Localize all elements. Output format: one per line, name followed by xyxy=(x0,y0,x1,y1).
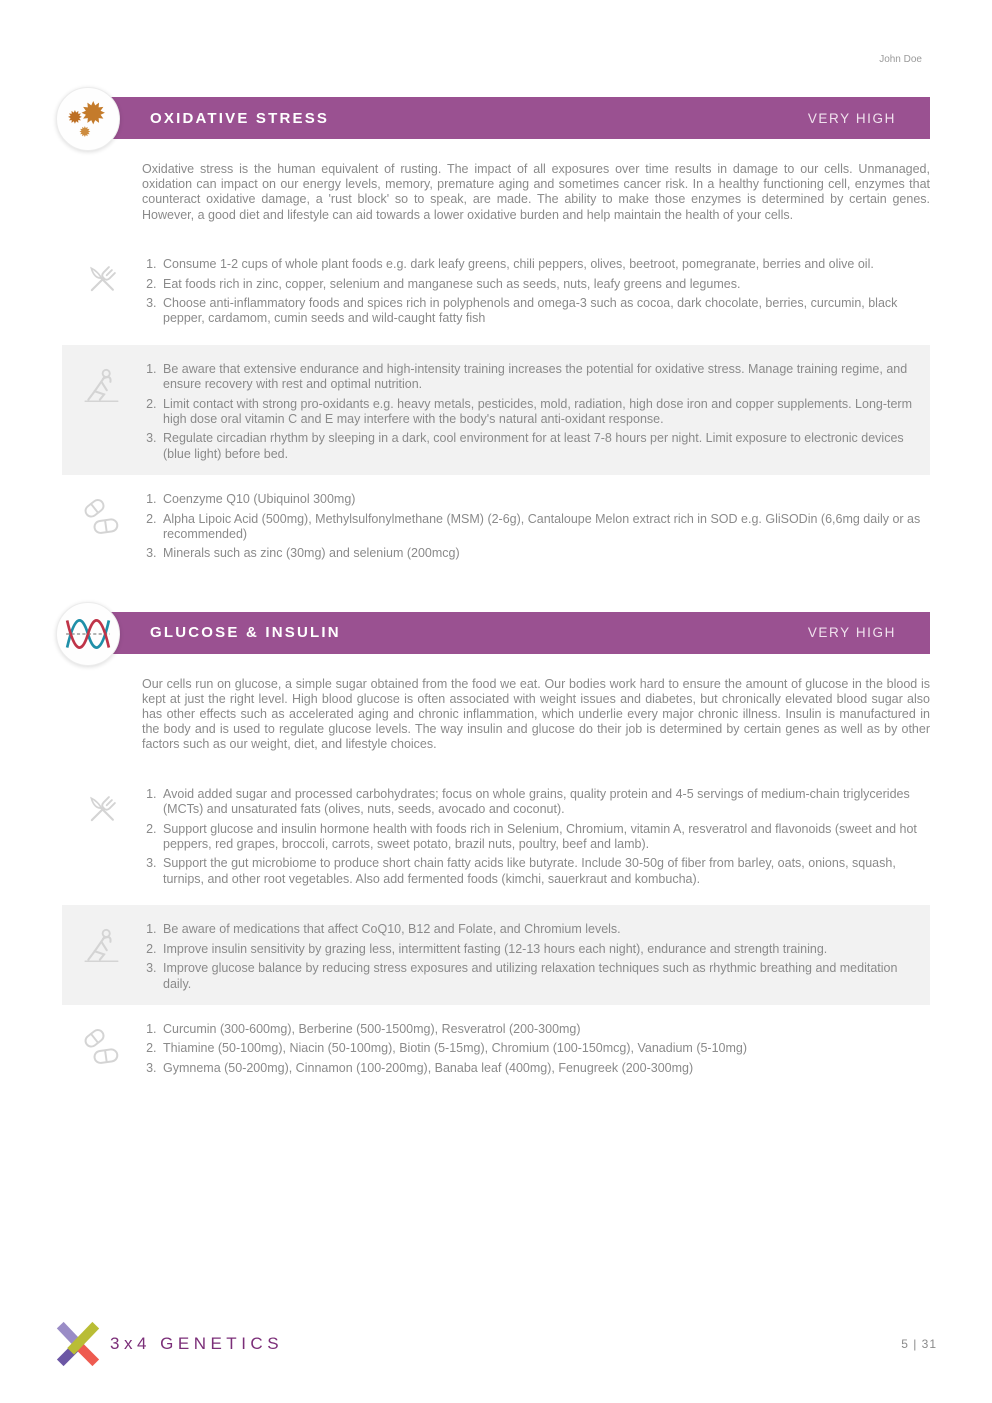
lifestyle-list-item: 1. Be aware of medications that affect CoQ10, B12 and Folate, and Chromium levels. xyxy=(160,922,928,937)
food-list-item: 2. Eat foods rich in zinc, copper, selenium and manganese such as seeds, nuts, leafy greens and legumes. xyxy=(160,277,928,292)
user-name: John Doe xyxy=(879,54,922,65)
section-intro: Our cells run on glucose, a simple sugar obtained from the food we eat. Our bodies work hard to ensure the amount of glucose in the blood is kept at just the right level. High blood glucose is often associated with weight issues and diabetes, but chronically elevated blood sugar also has other effects such as accelerated aging and chronic inflammation, which underlie every major chronic illness. Insulin is manufactured in the body and is used to regulate glucose levels. The way insulin and glucose do their job is determined by certain genes as well as by other factors such as our weight, diet, and lifestyle choices. xyxy=(142,676,930,752)
yoga-person-icon xyxy=(62,922,142,992)
brand-name: 3x4 GENETICS xyxy=(110,1334,284,1353)
oxidative-stress-free-radicals-icon xyxy=(56,87,120,151)
lifestyle-list xyxy=(142,362,928,462)
section-intro: Oxidative stress is the human equivalent of rusting. The impact of all exposures over time results in damage to our cells. Unmanaged, oxidation can impact on our energy levels, memory, premature aging and sometimes cancer risk. In a healthy functioning cell, enzymes that counteract oxidative damage, a 'rust block' so to speak, are made. The ability to make those enzymes is determined by certain genes. However, a good diet and lifestyle can aid towards a lower oxidative burden and help maintain the health of your cells. xyxy=(142,162,930,222)
supplement-list-item: 2. Thiamine (50-100mg), Niacin (50-100mg), Biotin (5-15mg), Chromium (100-150mcg), Vanadium (5-10mg) xyxy=(160,1041,928,1056)
supplement-list xyxy=(142,492,928,562)
supplement-list-item: 3. Minerals such as zinc (30mg) and selenium (200mcg) xyxy=(160,546,928,561)
food-list-item: 2. Support glucose and insulin hormone health with foods rich in Selenium, Chromium, vitamin A, resveratrol and flavonoids (sweet and hot peppers, red grapes, broccoli, carrots, sweet potato, brazil nuts, poultry, beef and lamb). xyxy=(160,822,928,852)
brand-logo xyxy=(55,1321,283,1367)
fork-knife-icon xyxy=(62,257,142,327)
section-title: OXIDATIVE STRESS xyxy=(150,109,330,127)
section-title: GLUCOSE & INSULIN xyxy=(150,624,341,642)
lifestyle-recommendations-box xyxy=(62,905,930,1005)
status-badge: VERY HIGH xyxy=(807,110,896,126)
section-header-glucose-insulin xyxy=(62,612,930,654)
status-badge: VERY HIGH xyxy=(807,625,896,641)
lifestyle-list-item: 3. Improve glucose balance by reducing stress exposures and utilizing relaxation techniques such as rhythmic breathing and meditation daily. xyxy=(160,961,928,991)
food-recommendations xyxy=(62,257,930,327)
page-footer xyxy=(55,1321,937,1367)
glucose-insulin-waves-icon xyxy=(56,602,120,666)
food-list-item: 1. Consume 1-2 cups of whole plant foods e.g. dark leafy greens, chili peppers, olives, beetroot, pomegranate, berries and olive oil. xyxy=(160,257,928,272)
yoga-person-icon xyxy=(62,362,142,462)
page-number: 5 | 31 xyxy=(901,1337,937,1351)
food-list xyxy=(142,257,928,327)
lifestyle-list-item: 1. Be aware that extensive endurance and high-intensity training increases the potential for oxidative stress. Manage training regime, and ensure recovery with rest and optimal nutrition. xyxy=(160,362,928,392)
supplement-list-item: 2. Alpha Lipoic Acid (500mg), Methylsulfonylmethane (MSM) (2-6g), Cantaloupe Melon extract rich in SOD e.g. GliSODin (6,6mg daily or as recommended) xyxy=(160,512,928,542)
section-band xyxy=(100,97,930,139)
lifestyle-list xyxy=(142,922,928,992)
food-list-item: 1. Avoid added sugar and processed carbohydrates; focus on whole grains, quality protein and 4-5 servings of medium-chain triglycerides (MCTs) and unsaturated fats (olives, nuts, seeds, avocado and coconut). xyxy=(160,787,928,817)
supplement-list-item: 1. Curcumin (300-600mg), Berberine (500-1500mg), Resveratrol (200-300mg) xyxy=(160,1022,928,1037)
section-band xyxy=(100,612,930,654)
food-recommendations xyxy=(62,787,930,887)
supplement-list xyxy=(142,1022,928,1077)
lifestyle-recommendations-box xyxy=(62,345,930,475)
section-header-oxidative-stress xyxy=(62,97,930,139)
food-list-item: 3. Choose anti-inflammatory foods and spices rich in polyphenols and omega-3 such as cocoa, dark chocolate, berries, curcumin, black pepper, cardamom, cumin seeds and wild-caught fatty fish xyxy=(160,296,928,326)
fork-knife-icon xyxy=(62,787,142,887)
lifestyle-list-item: 2. Limit contact with strong pro-oxidants e.g. heavy metals, pesticides, mold, radiation, high dose iron and copper supplements. Long-term high dose oral vitamin C and E may interfere with the body's natural anti-oxidant response. xyxy=(160,397,928,427)
lifestyle-list-item: 3. Regulate circadian rhythm by sleeping in a dark, cool environment for at least 7-8 hours per night. Limit exposure to electronic devices (blue light) before bed. xyxy=(160,431,928,461)
supplement-list-item: 1. Coenzyme Q10 (Ubiquinol 300mg) xyxy=(160,492,928,507)
pills-icon xyxy=(62,1022,142,1077)
3x4-x-logo-icon xyxy=(55,1321,101,1367)
supplement-list-item: 3. Gymnema (50-200mg), Cinnamon (100-200mg), Banaba leaf (400mg), Fenugreek (200-300mg) xyxy=(160,1061,928,1076)
supplement-recommendations xyxy=(62,492,930,562)
food-list xyxy=(142,787,928,887)
supplement-recommendations xyxy=(62,1022,930,1077)
pills-icon xyxy=(62,492,142,562)
food-list-item: 3. Support the gut microbiome to produce short chain fatty acids like butyrate. Include 30-50g of fiber from barley, oats, onions, squash, turnips, and other root vegetables. Also add fermented foods (kimchi, sauerkraut and kombucha). xyxy=(160,856,928,886)
lifestyle-list-item: 2. Improve insulin sensitivity by grazing less, intermittent fasting (12-13 hours each night), endurance and strength training. xyxy=(160,942,928,957)
